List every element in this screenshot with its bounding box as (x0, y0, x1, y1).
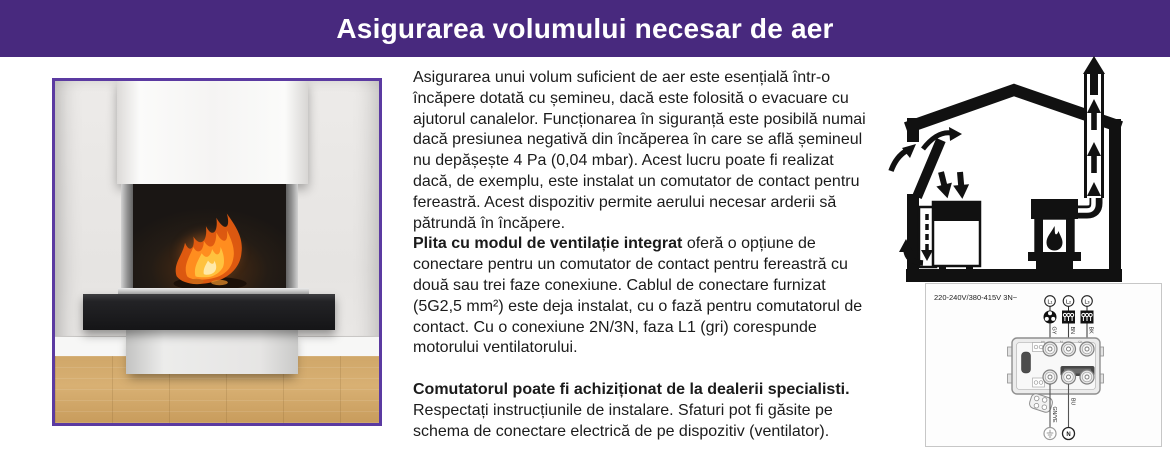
house-ventilation-diagram (870, 55, 1132, 290)
neutral-terminal-icon (1063, 428, 1075, 440)
downdraft-arrow-left-icon (933, 170, 955, 200)
left-wall-bottom (907, 194, 919, 282)
floor (906, 269, 1122, 282)
right-wall (1109, 119, 1121, 282)
screw-terminals-bottom (1043, 370, 1094, 384)
fan-icon (1044, 311, 1057, 324)
cooktop-top (933, 202, 980, 221)
window-airflow-arrowhead (949, 127, 962, 141)
fireplace-photo (52, 78, 382, 426)
phase-l2-label: L₂ (1065, 299, 1072, 306)
switch-text: Respectați instrucțiunile de instalare. Sfaturi pot fi găsite pe schema de conectare electrică de pe dispozitiv (ventilator). (413, 401, 833, 440)
outside-air-arrow-icon (891, 151, 906, 171)
downdraft-arrow-right-icon (952, 171, 970, 199)
chimney-exit-arrowhead (1083, 56, 1105, 74)
left-wall-top (907, 118, 919, 142)
article-text (413, 68, 875, 443)
heating-element-icon (1062, 311, 1075, 324)
paragraph-hob-vent-module (413, 234, 875, 359)
paragraph-air-volume-text: Asigurarea unui volum suficient de aer este esențială într-o încăpere dotată cu șemineu, dacă este folosită o evacuare cu ajutorul canalelor. Funcționarea în siguranță este posibilă numai dacă presiunea negativă din încăperea în care se află șemineul nu depășește 4 Pa (0,04 mbar). Acest lucru poate fi realizat dacă, de exemplu, este instalat un comutator de contact pentru fereastră. Acest dispozitiv permite aerului necesar arderii să pătrundă în încăpere. (413, 69, 866, 232)
chimney-exit-arrow-shaft (1090, 74, 1098, 95)
photo-chimney-breast (117, 81, 308, 184)
wire-gnye-label: GN/YE (1051, 406, 1057, 423)
terminal-1-label: 1 (1040, 340, 1046, 343)
wire-gy-label: GY (1050, 326, 1057, 335)
fireplace-cap (1031, 199, 1078, 219)
earth-ground-icon (1044, 428, 1056, 440)
switch-bold-lead: Comutatorul poate fi achiziționat de la dealerii specialisti. (413, 381, 850, 399)
hob-vent-bold-lead: Plita cu modul de ventilație integrat (413, 235, 683, 253)
voltage-label: 220-240V/380-415V 3N~ (934, 293, 1018, 302)
screw-terminals-top (1040, 340, 1094, 356)
cooktop-leg-right (966, 266, 973, 274)
phase-l1-label: L₁ (1047, 299, 1053, 306)
photo-pedestal (126, 329, 298, 373)
phase-l3-label: L₃ (1084, 299, 1090, 306)
header-banner (0, 0, 1170, 57)
fire-flames-icon (155, 201, 265, 295)
fireplace-post-right (1066, 219, 1074, 253)
wiring-diagram (925, 283, 1163, 448)
tilted-window-icon (917, 140, 941, 197)
page-title: Asigurarea volumului necesar de aer (336, 12, 834, 44)
photo-steel-column-right (286, 184, 298, 292)
photo-mantel-shelf (83, 294, 336, 330)
fireplace-base-bar (1028, 252, 1081, 261)
cooktop-leg-left (939, 266, 946, 274)
block-clip (1022, 352, 1031, 373)
paragraph-switch-purchase (413, 380, 875, 442)
fireplace-post-left (1035, 219, 1043, 253)
paragraph-air-volume (413, 68, 875, 234)
wire-bu-label: BU (1069, 398, 1076, 406)
heating-element-icon (1081, 311, 1094, 324)
wire-bk-label: BK (1087, 326, 1094, 334)
wire-bn-label: BN (1069, 326, 1076, 335)
terminal-2-label: 2 (1059, 340, 1064, 343)
photo-steel-column-left (121, 184, 133, 292)
neutral-label: N (1066, 432, 1071, 438)
fireplace-pedestal (1036, 261, 1073, 274)
terminal-3-label: 3 (1077, 340, 1083, 343)
hob-vent-text: oferă o opțiune de conectare pentru un comutator de contact pentru fereastră cu două sau trei faze conexiune. Cablul de conectare furnizat (5G2,5 mm²) este deja instalat, cu o fază pentru comutatorul de contact. Cu o conexiune 2N/3N, faza L1 (gri) corespunde motorului ventilatorului. (413, 235, 863, 357)
